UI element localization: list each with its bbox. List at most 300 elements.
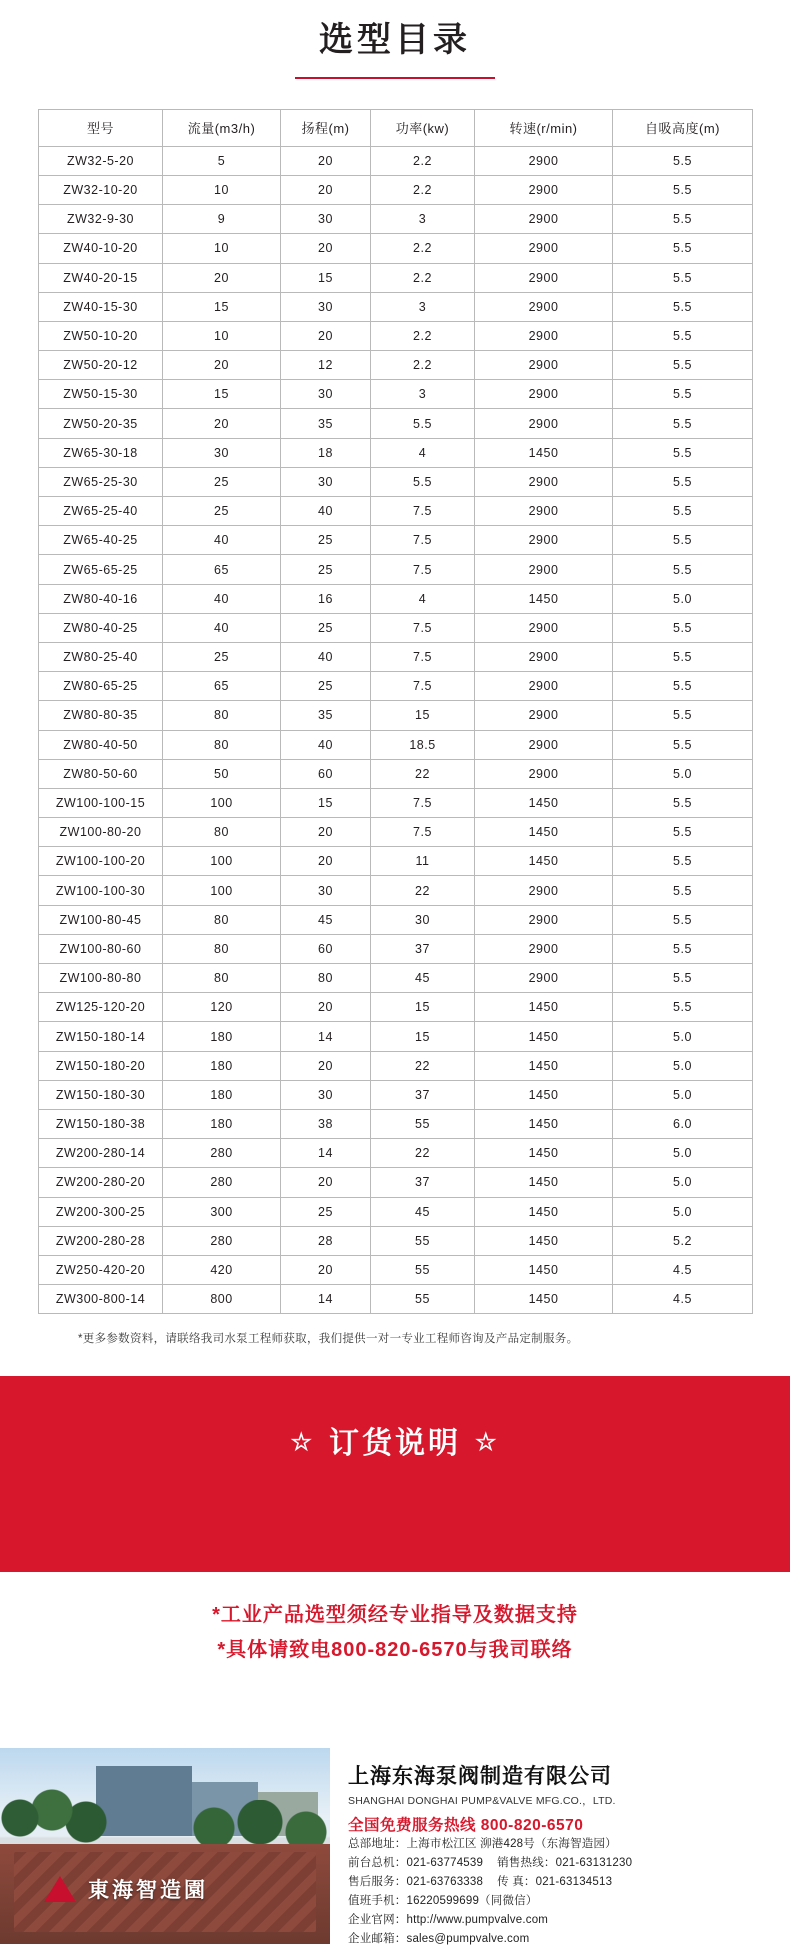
cell-power: 18.5 [371,730,475,759]
cell-speed: 1450 [475,1168,613,1197]
cell-head: 40 [281,730,371,759]
cell-suction-height: 5.5 [613,321,753,350]
cell-power: 2.2 [371,175,475,204]
cell-speed: 1450 [475,1226,613,1255]
sales-value: 021-63131230 [555,1856,633,1869]
cell-suction-height: 5.5 [613,993,753,1022]
cell-head: 60 [281,934,371,963]
table-row [39,1226,753,1255]
cell-suction-height: 4.5 [613,1285,753,1314]
cell-speed: 1450 [475,1109,613,1138]
table-row [39,1051,753,1080]
cell-suction-height: 5.0 [613,1168,753,1197]
cell-head: 25 [281,526,371,555]
photo-building-main [96,1766,192,1836]
table-row [39,1139,753,1168]
table-row [39,175,753,204]
cell-power: 55 [371,1285,475,1314]
cell-power: 7.5 [371,672,475,701]
cell-speed: 2900 [475,730,613,759]
cell-head: 15 [281,263,371,292]
cell-speed: 2900 [475,964,613,993]
table-row [39,555,753,584]
address-label: 总部地址： [348,1838,407,1850]
table-row [39,672,753,701]
cell-power: 5.5 [371,467,475,496]
company-name-en: SHANGHAI DONGHAI PUMP&VALVE MFG.CO.，LTD. [348,1795,616,1807]
cell-model: ZW80-40-16 [39,584,163,613]
cell-speed: 2900 [475,555,613,584]
cell-suction-height: 5.2 [613,1226,753,1255]
footer-phone-line-1 [348,1854,790,1873]
cell-suction-height: 5.5 [613,263,753,292]
order-title-text: 订货说明 [329,1427,461,1461]
cell-power: 3 [371,205,475,234]
website-label: 企业官网： [348,1913,407,1926]
cell-head: 30 [281,1080,371,1109]
cell-suction-height: 5.0 [613,1197,753,1226]
cell-model: ZW100-80-45 [39,905,163,934]
mobile-label: 值班手机： [348,1894,407,1907]
email-value[interactable]: sales@pumpvalve.com [406,1932,530,1945]
cell-power: 22 [371,1139,475,1168]
cell-power: 2.2 [371,263,475,292]
cell-head: 14 [281,1022,371,1051]
cell-head: 30 [281,380,371,409]
cell-head: 30 [281,292,371,321]
cell-speed: 2900 [475,175,613,204]
cell-head: 40 [281,497,371,526]
cell-speed: 2900 [475,526,613,555]
cell-flow: 20 [163,263,281,292]
cell-head: 28 [281,1226,371,1255]
column-header-model: 型号 [39,109,163,146]
column-header-speed: 转速(r/min) [475,109,613,146]
cell-speed: 1450 [475,1285,613,1314]
cell-model: ZW32-10-20 [39,175,163,204]
footer-address-line [348,1835,790,1854]
table-row [39,1022,753,1051]
cell-suction-height: 5.5 [613,292,753,321]
cell-model: ZW150-180-38 [39,1109,163,1138]
cell-model: ZW100-100-15 [39,788,163,817]
cell-speed: 2900 [475,759,613,788]
cell-suction-height: 5.5 [613,497,753,526]
footer-phone-line-2 [348,1873,790,1892]
cell-model: ZW200-300-25 [39,1197,163,1226]
cell-suction-height: 5.5 [613,876,753,905]
table-row [39,701,753,730]
table-footnote: *更多参数资料，请联络我司水泵工程师获取，我们提供一对一专业工程师咨询及产品定制服务。 [78,1333,579,1346]
aftersales-label: 售后服务： [348,1875,407,1888]
cell-suction-height: 5.0 [613,1139,753,1168]
cell-speed: 2900 [475,146,613,175]
reception-value: 021-63774539 [406,1856,484,1869]
page-title: 选型目录 [319,21,471,59]
cell-power: 45 [371,964,475,993]
cell-head: 15 [281,788,371,817]
table-row [39,380,753,409]
table-row [39,584,753,613]
cell-speed: 2900 [475,234,613,263]
table-row [39,321,753,350]
cell-suction-height: 5.5 [613,175,753,204]
cell-power: 22 [371,759,475,788]
cell-head: 20 [281,234,371,263]
cell-flow: 10 [163,321,281,350]
table-row [39,1109,753,1138]
cell-speed: 2900 [475,351,613,380]
cell-power: 7.5 [371,818,475,847]
cell-model: ZW80-25-40 [39,642,163,671]
cell-flow: 420 [163,1255,281,1284]
address-value: 上海市松江区 泖港428号（东海智造园） [406,1838,617,1850]
star-icon-left: ☆ [290,1429,315,1457]
cell-flow: 5 [163,146,281,175]
order-instruction-lines [0,1572,790,1668]
cell-power: 4 [371,584,475,613]
cell-speed: 2900 [475,497,613,526]
cell-flow: 80 [163,934,281,963]
table-row [39,788,753,817]
cell-suction-height: 5.5 [613,380,753,409]
cell-suction-height: 5.5 [613,847,753,876]
cell-model: ZW40-20-15 [39,263,163,292]
table-row [39,964,753,993]
cell-suction-height: 5.5 [613,934,753,963]
cell-power: 3 [371,380,475,409]
cell-model: ZW100-80-80 [39,964,163,993]
factory-photo [0,1748,330,1944]
column-header-head: 扬程(m) [281,109,371,146]
cell-speed: 1450 [475,1022,613,1051]
cell-head: 25 [281,672,371,701]
cell-head: 20 [281,1255,371,1284]
cell-power: 22 [371,1051,475,1080]
cell-flow: 15 [163,380,281,409]
cell-suction-height: 5.5 [613,467,753,496]
cell-speed: 2900 [475,321,613,350]
order-line-1: *工业产品选型须经专业指导及数据支持 [212,1604,578,1627]
cell-head: 60 [281,759,371,788]
cell-speed: 1450 [475,993,613,1022]
cell-power: 37 [371,1080,475,1109]
cell-flow: 180 [163,1051,281,1080]
footer-mobile-line [348,1892,790,1911]
cell-speed: 1450 [475,438,613,467]
cell-suction-height: 6.0 [613,1109,753,1138]
cell-model: ZW80-65-25 [39,672,163,701]
cell-head: 20 [281,1051,371,1080]
cell-speed: 1450 [475,1139,613,1168]
cell-speed: 2900 [475,205,613,234]
table-row [39,876,753,905]
cell-model: ZW100-80-20 [39,818,163,847]
cell-power: 7.5 [371,526,475,555]
cell-flow: 40 [163,613,281,642]
cell-flow: 80 [163,818,281,847]
table-header-row [39,109,753,146]
cell-speed: 1450 [475,1051,613,1080]
cell-flow: 25 [163,497,281,526]
table-row [39,351,753,380]
cell-flow: 800 [163,1285,281,1314]
page-title-block [0,0,790,79]
cell-suction-height: 5.5 [613,234,753,263]
table-row [39,905,753,934]
cell-flow: 30 [163,438,281,467]
cell-head: 20 [281,321,371,350]
photo-sign-text: 東海智造園 [88,1879,208,1902]
cell-power: 30 [371,905,475,934]
cell-flow: 180 [163,1109,281,1138]
cell-flow: 10 [163,234,281,263]
cell-suction-height: 5.5 [613,351,753,380]
order-instruction-banner [0,1376,790,1572]
column-header-power: 功率(kw) [371,109,475,146]
cell-speed: 2900 [475,642,613,671]
cell-model: ZW100-80-60 [39,934,163,963]
cell-flow: 120 [163,993,281,1022]
table-row [39,613,753,642]
cell-flow: 40 [163,526,281,555]
cell-suction-height: 5.5 [613,526,753,555]
cell-model: ZW65-25-40 [39,497,163,526]
title-underline-rule [295,77,495,79]
cell-flow: 80 [163,730,281,759]
cell-power: 55 [371,1226,475,1255]
cell-suction-height: 5.5 [613,409,753,438]
cell-model: ZW32-9-30 [39,205,163,234]
table-row [39,818,753,847]
cell-speed: 2900 [475,672,613,701]
cell-model: ZW65-30-18 [39,438,163,467]
cell-head: 25 [281,555,371,584]
cell-flow: 80 [163,905,281,934]
cell-speed: 2900 [475,934,613,963]
cell-power: 55 [371,1109,475,1138]
table-row [39,1285,753,1314]
fax-value: 021-63134513 [535,1875,613,1888]
cell-suction-height: 5.5 [613,146,753,175]
cell-flow: 20 [163,409,281,438]
cell-power: 15 [371,701,475,730]
cell-flow: 280 [163,1226,281,1255]
cell-model: ZW150-180-20 [39,1051,163,1080]
cell-flow: 10 [163,175,281,204]
table-row [39,292,753,321]
table-row [39,730,753,759]
cell-suction-height: 5.0 [613,1051,753,1080]
cell-speed: 2900 [475,380,613,409]
cell-power: 22 [371,876,475,905]
cell-power: 7.5 [371,788,475,817]
cell-model: ZW80-50-60 [39,759,163,788]
table-row [39,438,753,467]
cell-power: 7.5 [371,555,475,584]
reception-label: 前台总机： [348,1856,407,1869]
cell-suction-height: 5.5 [613,788,753,817]
cell-suction-height: 4.5 [613,1255,753,1284]
table-row [39,1255,753,1284]
cell-flow: 80 [163,701,281,730]
table-row [39,526,753,555]
cell-power: 3 [371,292,475,321]
cell-flow: 20 [163,351,281,380]
cell-flow: 80 [163,964,281,993]
table-row [39,467,753,496]
table-row [39,759,753,788]
email-label: 企业邮箱： [348,1932,407,1945]
cell-model: ZW150-180-30 [39,1080,163,1109]
cell-power: 2.2 [371,234,475,263]
footer-website-line [348,1911,790,1930]
cell-power: 15 [371,993,475,1022]
table-row [39,993,753,1022]
fax-label: 传 真： [497,1875,536,1888]
table-row [39,1080,753,1109]
cell-speed: 2900 [475,876,613,905]
cell-model: ZW50-20-35 [39,409,163,438]
cell-head: 40 [281,642,371,671]
cell-model: ZW40-10-20 [39,234,163,263]
cell-suction-height: 5.0 [613,1022,753,1051]
company-name-cn: 上海东海泵阀制造有限公司 [348,1765,612,1788]
cell-power: 55 [371,1255,475,1284]
cell-model: ZW65-40-25 [39,526,163,555]
table-row [39,205,753,234]
cell-model: ZW200-280-20 [39,1168,163,1197]
table-row [39,934,753,963]
cell-head: 30 [281,205,371,234]
footer-company-info [330,1748,790,1944]
cell-power: 5.5 [371,409,475,438]
cell-flow: 100 [163,876,281,905]
cell-head: 30 [281,467,371,496]
cell-suction-height: 5.5 [613,555,753,584]
cell-head: 25 [281,1197,371,1226]
cell-flow: 280 [163,1168,281,1197]
cell-suction-height: 5.5 [613,438,753,467]
cell-model: ZW80-40-50 [39,730,163,759]
cell-model: ZW200-280-28 [39,1226,163,1255]
cell-model: ZW40-15-30 [39,292,163,321]
cell-power: 15 [371,1022,475,1051]
table-row [39,1197,753,1226]
cell-flow: 280 [163,1139,281,1168]
cell-head: 16 [281,584,371,613]
donghai-logo-icon [44,1872,78,1908]
cell-flow: 25 [163,467,281,496]
column-header-flow: 流量(m3/h) [163,109,281,146]
cell-power: 37 [371,1168,475,1197]
cell-power: 45 [371,1197,475,1226]
spec-table-wrapper [38,109,752,1347]
table-row [39,642,753,671]
table-row [39,263,753,292]
cell-power: 2.2 [371,146,475,175]
cell-head: 20 [281,847,371,876]
cell-speed: 1450 [475,584,613,613]
spec-table-body [39,146,753,1314]
cell-suction-height: 5.5 [613,905,753,934]
cell-head: 20 [281,175,371,204]
cell-speed: 2900 [475,467,613,496]
cell-head: 35 [281,701,371,730]
cell-suction-height: 5.5 [613,642,753,671]
column-header-suction-height: 自吸高度(m) [613,109,753,146]
cell-flow: 9 [163,205,281,234]
cell-speed: 2900 [475,905,613,934]
footer-email-line [348,1930,790,1949]
cell-flow: 65 [163,672,281,701]
cell-speed: 1450 [475,847,613,876]
cell-head: 45 [281,905,371,934]
cell-model: ZW80-80-35 [39,701,163,730]
cell-model: ZW150-180-14 [39,1022,163,1051]
cell-power: 4 [371,438,475,467]
cell-suction-height: 5.5 [613,818,753,847]
cell-flow: 15 [163,292,281,321]
cell-suction-height: 5.0 [613,584,753,613]
cell-power: 2.2 [371,351,475,380]
cell-model: ZW100-100-30 [39,876,163,905]
cell-head: 20 [281,818,371,847]
cell-flow: 180 [163,1022,281,1051]
page-footer [0,1748,790,1944]
cell-head: 20 [281,993,371,1022]
cell-flow: 300 [163,1197,281,1226]
cell-speed: 1450 [475,1080,613,1109]
cell-model: ZW200-280-14 [39,1139,163,1168]
cell-suction-height: 5.5 [613,730,753,759]
cell-head: 12 [281,351,371,380]
sales-label: 销售热线： [497,1856,556,1869]
cell-model: ZW50-15-30 [39,380,163,409]
cell-flow: 25 [163,642,281,671]
table-row [39,1168,753,1197]
cell-power: 2.2 [371,321,475,350]
cell-power: 7.5 [371,497,475,526]
cell-speed: 2900 [475,292,613,321]
website-value[interactable]: http://www.pumpvalve.com [406,1913,549,1926]
cell-power: 7.5 [371,613,475,642]
cell-model: ZW250-420-20 [39,1255,163,1284]
cell-model: ZW32-5-20 [39,146,163,175]
cell-head: 18 [281,438,371,467]
table-row [39,409,753,438]
cell-speed: 2900 [475,263,613,292]
order-instruction-title [0,1376,790,1462]
cell-speed: 1450 [475,1255,613,1284]
order-line-2: *具体请致电800-820-6570与我司联络 [217,1639,573,1662]
cell-model: ZW125-120-20 [39,993,163,1022]
cell-head: 30 [281,876,371,905]
cell-suction-height: 5.5 [613,613,753,642]
mobile-value: 16220599699（同微信） [406,1894,538,1907]
cell-suction-height: 5.5 [613,964,753,993]
cell-model: ZW50-10-20 [39,321,163,350]
aftersales-value: 021-63763338 [406,1875,484,1888]
cell-power: 37 [371,934,475,963]
cell-flow: 50 [163,759,281,788]
cell-model: ZW100-100-20 [39,847,163,876]
table-row [39,234,753,263]
cell-model: ZW80-40-25 [39,613,163,642]
cell-head: 25 [281,613,371,642]
footer-hotline: 全国免费服务热线 800-820-6570 [348,1817,584,1834]
cell-suction-height: 5.5 [613,701,753,730]
